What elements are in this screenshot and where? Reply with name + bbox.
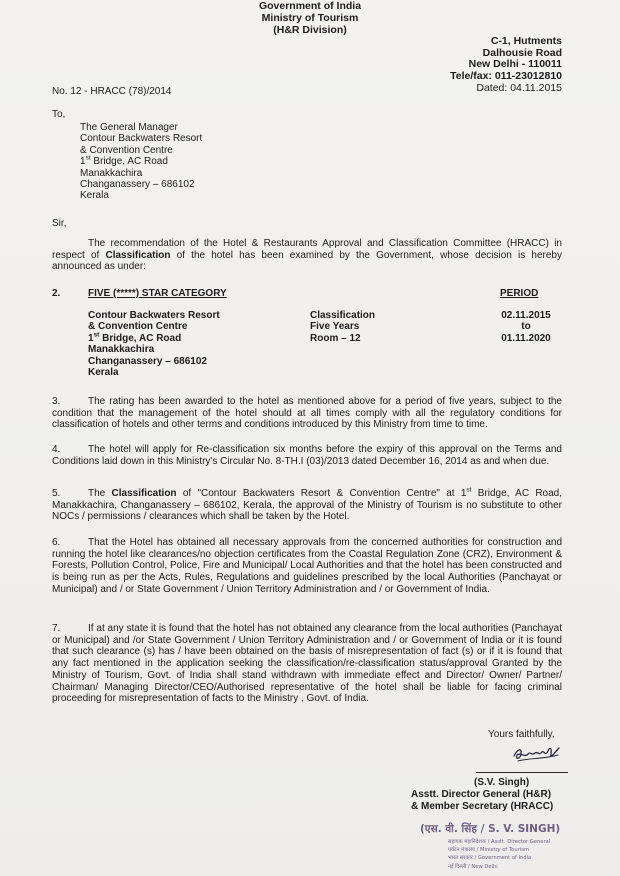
signatory-designation-1: Asstt. Director General (H&R)	[411, 789, 552, 800]
recipient-line: Manakkachira	[80, 167, 143, 179]
classification-line: Room – 12	[310, 332, 361, 344]
to-label: To,	[52, 109, 66, 120]
paragraph-5: 5. The Classification of "Contour Backwaters Resort & Convention Centre" at 1st Bridge, AC Road, Manakkachira, Changanassery – 686102, Kerala, the approval of the Ministry of Tourism is no substitute to other NOCs / permissions / clearances which shall be taken by the Hotel.	[52, 486, 562, 523]
stamp-line: नई दिल्ली / New Delhi	[448, 863, 498, 870]
stamp-line: पर्यटन मंत्रालय / Ministry of Tourism	[448, 847, 529, 854]
hotel-line: Manakkachira	[88, 344, 155, 356]
address-line-2: Dalhousie Road	[482, 47, 562, 59]
signature-image	[512, 742, 562, 766]
signature-line	[476, 772, 568, 773]
period-heading: PERIOD	[500, 288, 539, 299]
paragraph-7: 7. If at any state it is found that the hotel has not obtained any clearance from the local authorities (Panchayat or Municipal) and /or State Government / Union Territory Administration and / or Government of India or it is found that such clearance (s) has / have been obtained on the basis of misrepresentation of fact (s) or if it is found that any fact mentioned in the application seeking the classification/re-classification status/approval Granted by the Ministry of Tourism, Govt. of India shall stand withdrawn with immediate effect and Director/ Owner/ Partner/ Chairman/ Managing Director/CEO/Authorised representative of the hotel shall be liable for facing criminal proceeding for misrepresentation of facts to the Ministry , Govt. of India.	[52, 623, 562, 705]
address-line-3: New Delhi - 110011	[468, 58, 562, 70]
address-line-1: C-1, Hutments	[490, 35, 562, 47]
period-to-word: to	[521, 321, 531, 333]
paragraph-3: 3. The rating has been awarded to the hotel as mentioned above for a period of five years, subject to the condition that the management of the hotel should at all times comply with all the regulatory conditions for classification of hotels and other terms and conditions introduced by this Ministry from time to time.	[52, 396, 562, 431]
stamp-line: सहायक महानिदेशक / Asstt. Director General	[448, 839, 551, 845]
category-heading: FIVE (*****) STAR CATEGORY	[88, 288, 227, 299]
recipient-line: The General Manager	[80, 122, 178, 133]
hotel-address-block	[88, 310, 220, 378]
recipient-line: 1st Bridge, AC Road	[80, 154, 168, 168]
item-number: 2.	[52, 288, 61, 299]
signatory-designation-2: & Member Secretary (HRACC)	[411, 801, 554, 812]
header-ministry: Ministry of Tourism	[261, 12, 359, 24]
classification-line: Five Years	[310, 321, 360, 333]
recipient-line: & Convention Centre	[80, 144, 173, 156]
stamp-line: भारत सरकार / Government of India	[448, 855, 532, 862]
stamp-details	[448, 838, 550, 871]
recipient-line: Changanassery – 686102	[80, 179, 195, 191]
classification-block	[310, 310, 375, 344]
hotel-line: Kerala	[88, 367, 119, 379]
signatory-name: (S.V. Singh)	[474, 777, 530, 788]
hotel-line: & Convention Centre	[88, 321, 188, 333]
telefax: Tele/fax: 011-23012810	[450, 70, 562, 82]
stamp-name: (एस. वी. सिंह / S. V. SINGH)	[420, 823, 561, 835]
period-to: 01.11.2020	[501, 332, 551, 344]
hotel-line: Changanassery – 686102	[88, 355, 207, 367]
salutation: Sir,	[52, 218, 67, 229]
period-from: 02.11.2015	[501, 310, 551, 321]
classification-line: Classification	[310, 310, 376, 321]
reference-number: No. 12 - HRACC (78)/2014	[52, 86, 172, 97]
date: Dated: 04.11.2015	[476, 82, 562, 94]
recipient-line: Kerala	[80, 190, 109, 202]
recipient-line: Contour Backwaters Resort	[80, 133, 203, 145]
header-government: Government of India	[258, 0, 362, 12]
intro-paragraph: The recommendation of the Hotel & Restaurants Approval and Classification Committee (HRACC) in respect of Classification of the hotel has been examined by the Government, whose decision is hereby announced as under:	[52, 238, 562, 273]
period-block	[490, 310, 562, 344]
paragraph-6: 6. That the Hotel has obtained all necessary approvals from the concerned authorities for construction and running the hotel like clearances/no objection certificates from the Coastal Regulation Zone (CRZ), Environment & Forests, Pollution Control, Police, Fire and Municipal/ Local Authorities and that the hotel has been constructed and is being run as per the Acts, Rules, Regulations and guidelines prescribed by the local Authorities (Panchayat or Municipal) and / or State Government / Union Territory Administration and / or Government of India.	[52, 537, 562, 595]
recipient-block	[80, 122, 202, 202]
header-division: (H&R Division)	[273, 24, 347, 36]
closing: Yours faithfully,	[488, 729, 555, 740]
hotel-line: Contour Backwaters Resort	[88, 310, 220, 321]
paragraph-4: 4. The hotel will apply for Re-classification six months before the expiry of this approval on the Terms and Conditions laid down in this Ministry's Circular No. 8-TH.I (03)/2013 dated December 16, 2014 as and when due.	[52, 444, 562, 467]
hotel-line: 1st Bridge, AC Road	[88, 331, 182, 344]
